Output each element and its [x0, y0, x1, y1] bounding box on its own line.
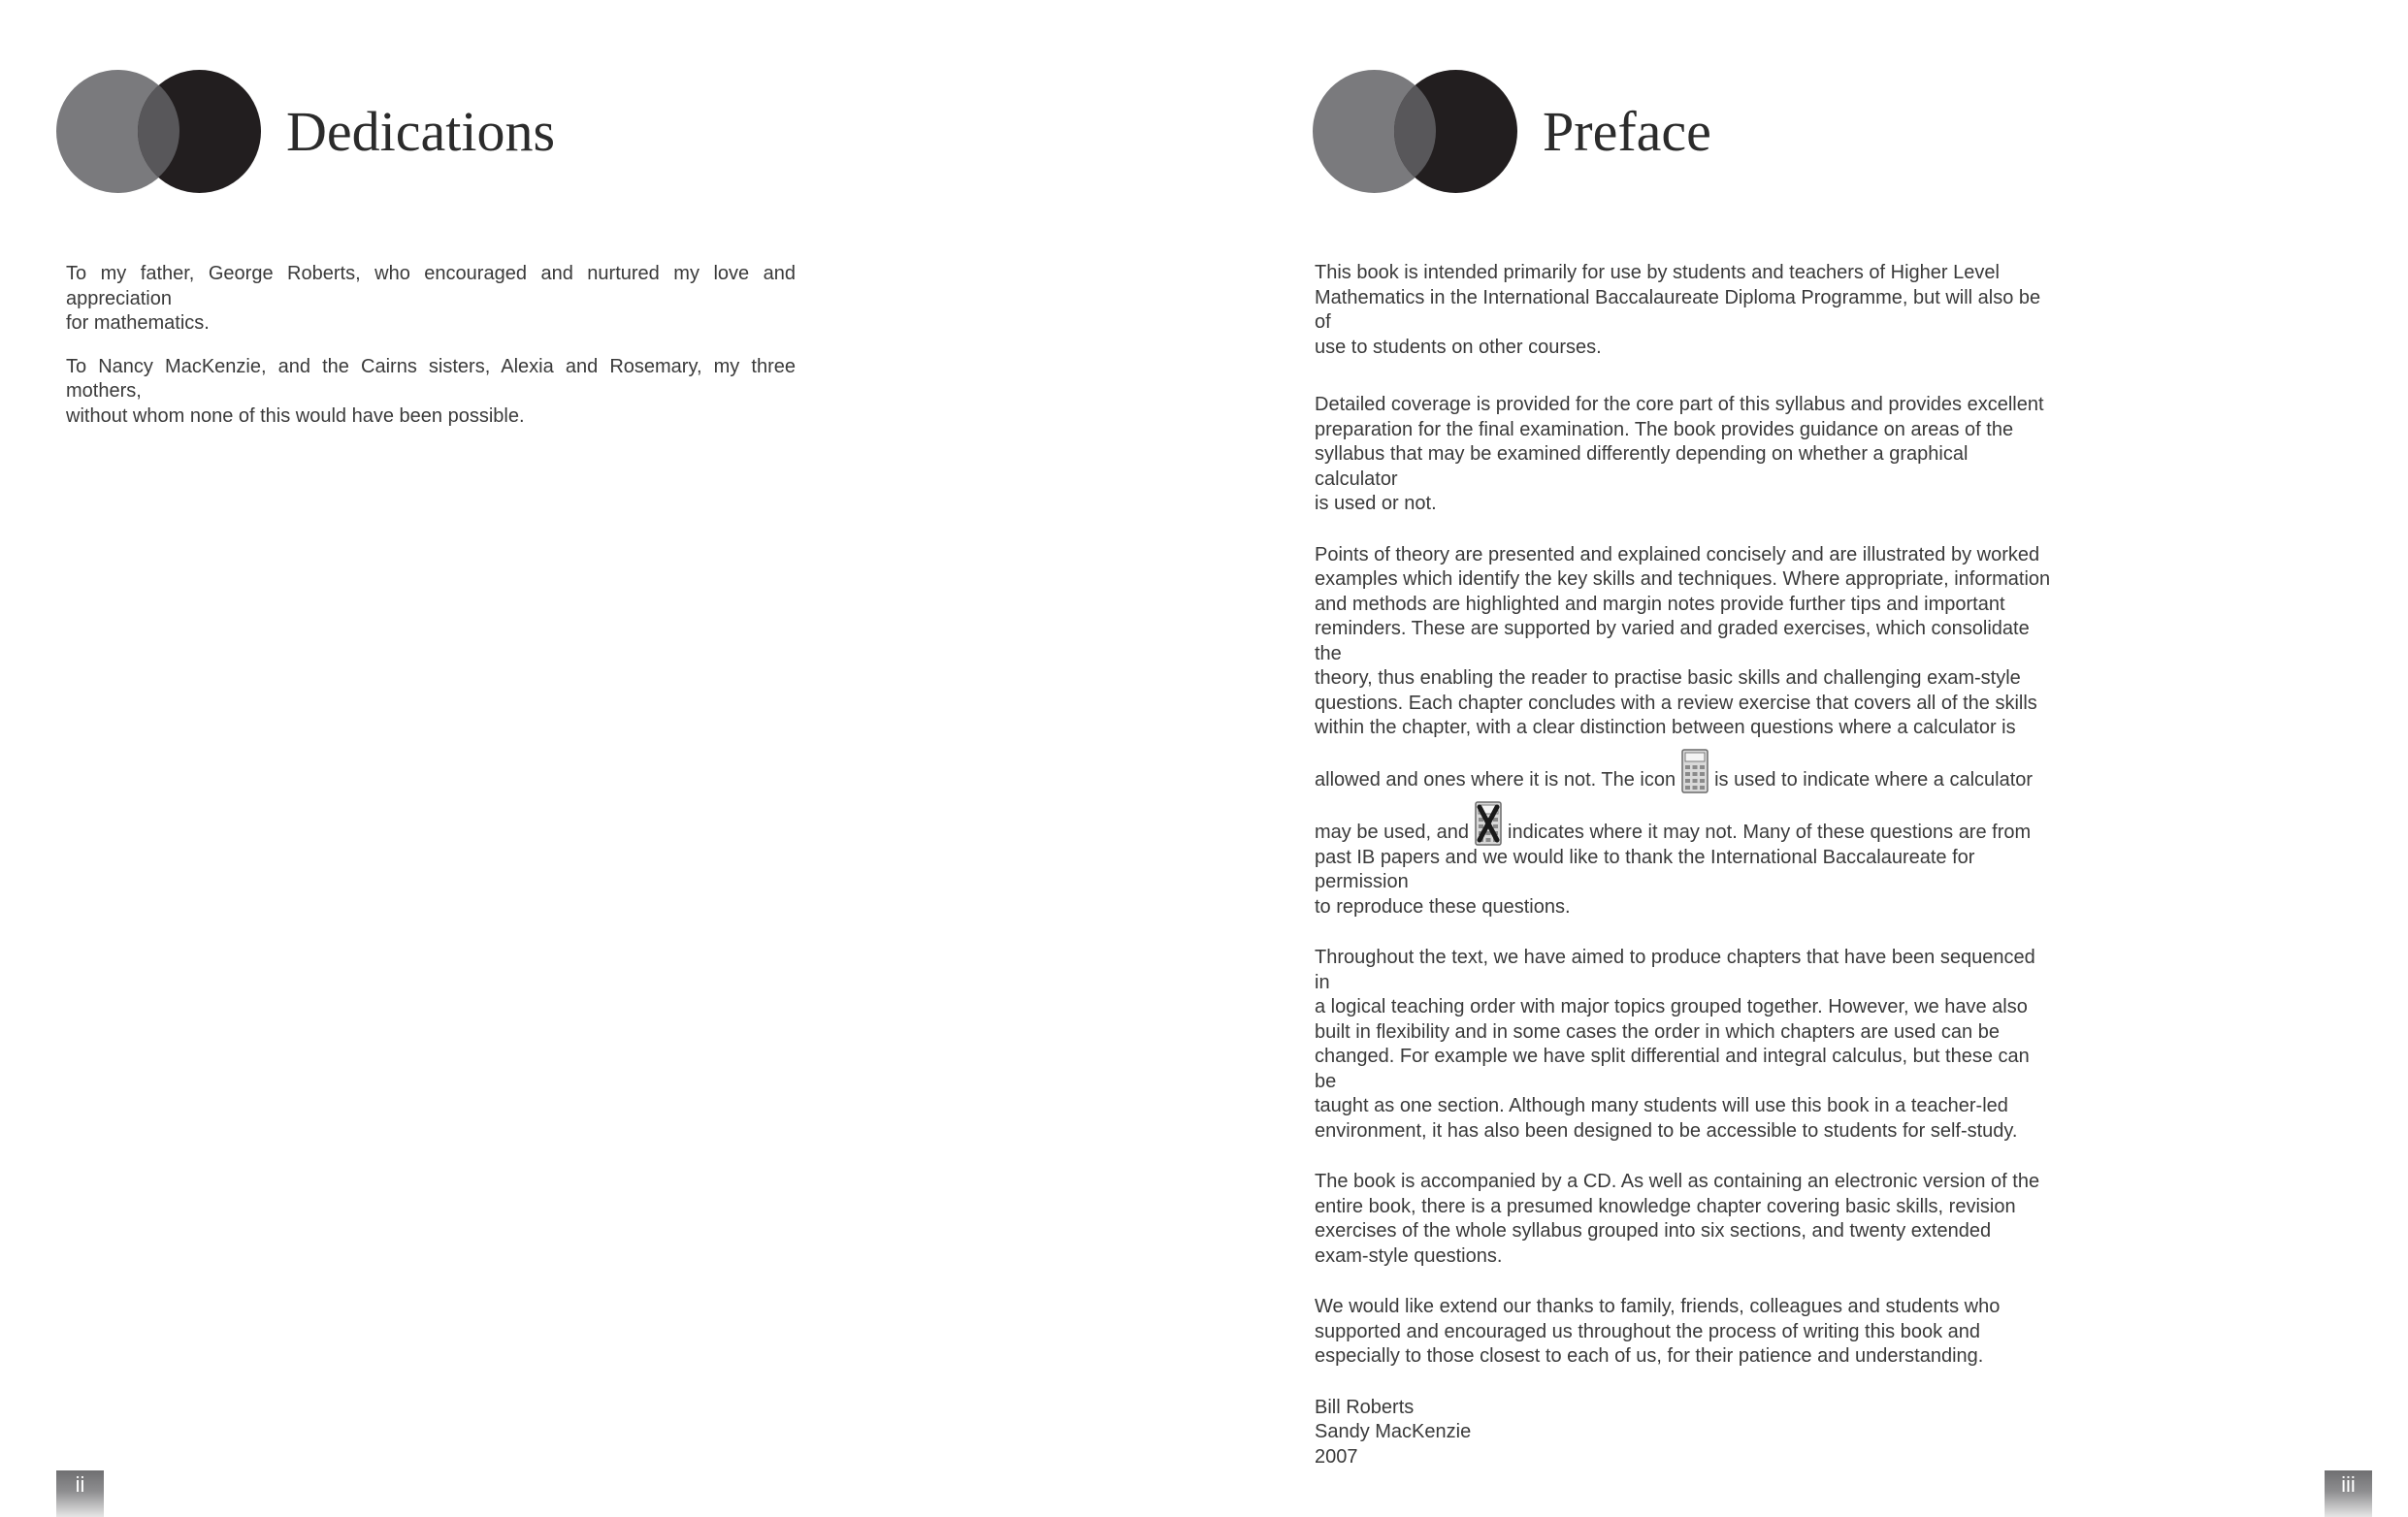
right-page: [1204, 0, 2408, 1517]
preface-paragraph-3: [1315, 543, 2052, 920]
calculator-icon: [1681, 749, 1708, 793]
circles-logo-icon: [56, 70, 261, 193]
icon-line-1-text-after: is used to indicate where a calculator: [1714, 769, 2034, 791]
dedications-text: [66, 262, 796, 429]
dedications-heading: [56, 68, 555, 194]
theory-text-start: Points of theory are presented and explained concisely and are illustrated by worked examples which identify the key skills and techniques. Where appropriate, information and methods are highlighted and margin notes provide further tips and important reminders. These are supported by varied and graded exercises, which consolidate the theory, thus enabling the reader to practise basic skills and challenging exam-style questions. Each chapter concludes with a review exercise that covers all of the skills within the chapter, with a clear distinction between questions where a calculator is: [1315, 543, 2051, 738]
preface-paragraph-5: The book is accompanied by a CD. As well as containing an electronic version of the entire book, there is a presumed knowledge chapter covering basic skills, revision exercises of the whole syllabus grouped into six sections, and twenty extended exam-style questions.: [1315, 1171, 2040, 1267]
author-name-1: Bill Roberts: [1315, 1396, 1415, 1418]
dedication-paragraph-2: To Nancy MacKenzie, and the Cairns sisters, Alexia and Rosemary, my three mothers, without whom none of this would have been possible.: [66, 355, 796, 427]
theory-text-end: past IB papers and we would like to thank the International Baccalaureate for permission to reproduce these questions.: [1315, 846, 1975, 918]
no-calculator-icon-line: [1315, 801, 2052, 846]
page-title: Dedications: [286, 100, 556, 163]
dedication-paragraph-1: To my father, George Roberts, who encouraged and nurtured my love and appreciation for mathematics.: [66, 263, 796, 334]
icon-line-1-text-before: allowed and ones where it is not. The icon: [1315, 769, 1676, 791]
signature-year: 2007: [1315, 1445, 1358, 1468]
calculator-icon-line: [1315, 749, 2052, 793]
page-number-tab: iii: [2325, 1470, 2372, 1517]
preface-paragraph-6: We would like extend our thanks to family, friends, colleagues and students who supported and encouraged us throughout the process of writing this book and especially to those closest to each of us, for their patience and understanding.: [1315, 1296, 2001, 1367]
preface-paragraph-1: This book is intended primarily for use by students and teachers of Higher Level Mathematics in the International Baccalaureate Diploma Programme, but will also be of use to students on other courses.: [1315, 262, 2041, 358]
circles-logo-icon: [1313, 70, 1517, 193]
page-title: Preface: [1543, 100, 1711, 163]
icon-line-2-text-before: may be used, and: [1315, 822, 1469, 843]
preface-paragraph-2: Detailed coverage is provided for the core part of this syllabus and provides excellent preparation for the final examination. The book provides guidance on areas of the syllabus that may be examined differently depending on whether a graphical calculator is used or not.: [1315, 394, 2044, 514]
preface-paragraph-4: Throughout the text, we have aimed to produce chapters that have been sequenced in a logical teaching order with major topics grouped together. However, we have also built in flexibility and in some cases the order in which chapters are used can be changed. For example we have split differential and integral calculus, but these can be taught as one section. Although many students will use this book in a teacher-led environment, it has also been designed to be accessible to students for self-study.: [1315, 947, 2035, 1142]
icon-line-2-text-after: indicates where it may not. Many of these questions are from: [1508, 822, 2032, 843]
page-number-tab: ii: [56, 1470, 104, 1517]
preface-text: [1315, 261, 2052, 1469]
signature-block: [1315, 1396, 2052, 1470]
preface-heading: [1313, 68, 1711, 194]
author-name-2: Sandy MacKenzie: [1315, 1421, 1472, 1442]
no-calculator-icon: [1475, 801, 1502, 846]
